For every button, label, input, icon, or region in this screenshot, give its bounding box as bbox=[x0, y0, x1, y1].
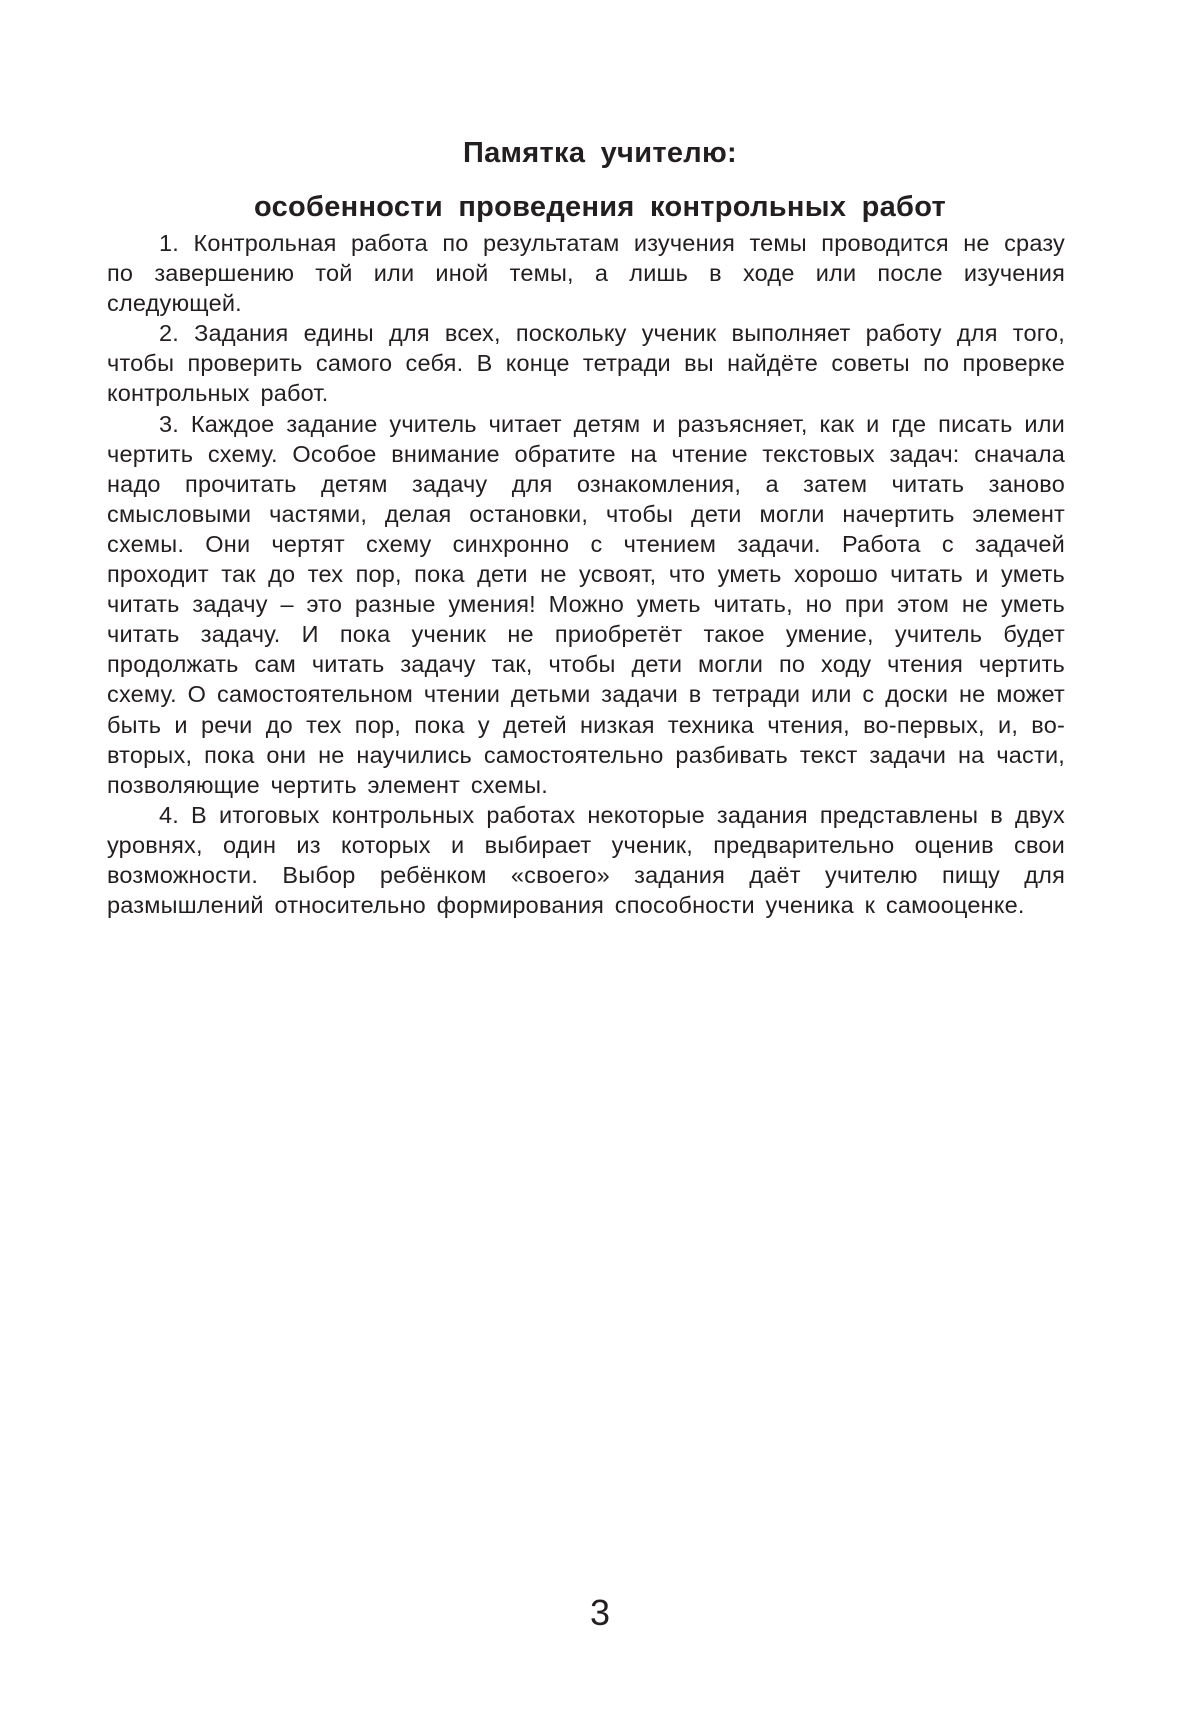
title-block bbox=[100, 135, 1100, 225]
page-subtitle: особенности проведения контрольных работ bbox=[253, 191, 947, 223]
paragraph-2: 2. Задания едины для всех, поскольку ученик выполняет работу для того, чтобы проверить самого себя. В конце тетради вы найдёте советы по проверке контрольных работ. bbox=[107, 320, 1065, 407]
page-title: Памятка учителю: bbox=[462, 137, 738, 169]
body-text bbox=[107, 228, 1065, 920]
paragraph-3: 3. Каждое задание учитель читает детям и разъясняет, как и где писать или чертить схему. Особое внимание обратите на чтение текстовых задач: сначала надо прочитать детям задачу для ознакомления, а затем читать заново смысловыми частями, делая остановки, чтобы дети могли начертить элемент схемы. Они чертят схему синхронно с чтением задачи. Работа с задачей проходит так до тех пор, пока дети не усвоят, что уметь хорошо читать и уметь читать задачу – это разные умения! Можно уметь читать, но при этом не уметь читать задачу. И пока ученик не приобретёт такое умение, учитель будет продолжать сам читать задачу так, чтобы дети могли по ходу чтения чертить схему. О самостоятельном чтении детьми задачи в тетради или с доски не может быть и речи до тех пор, пока у детей низкая техника чтения, во-первых, и, во-вторых, пока они не научились самостоятельно разбивать текст задачи на части, позволяющие чертить элемент схемы. bbox=[107, 410, 1065, 798]
paragraph-1: 1. Контрольная работа по результатам изучения темы проводится не сразу по завершению той или иной темы, а лишь в ходе или после изучения следующей. bbox=[107, 230, 1065, 317]
page-number: 3 bbox=[589, 1592, 611, 1633]
paragraph-4: 4. В итоговых контрольных работах некоторые задания представлены в двух уровнях, один из которых и выбирает ученик, предварительно оценив свои возможности. Выбор ребёнком «своего» задания даёт учителю пищу для размышлений относительно формирования способности ученика к самооценке. bbox=[107, 801, 1065, 919]
